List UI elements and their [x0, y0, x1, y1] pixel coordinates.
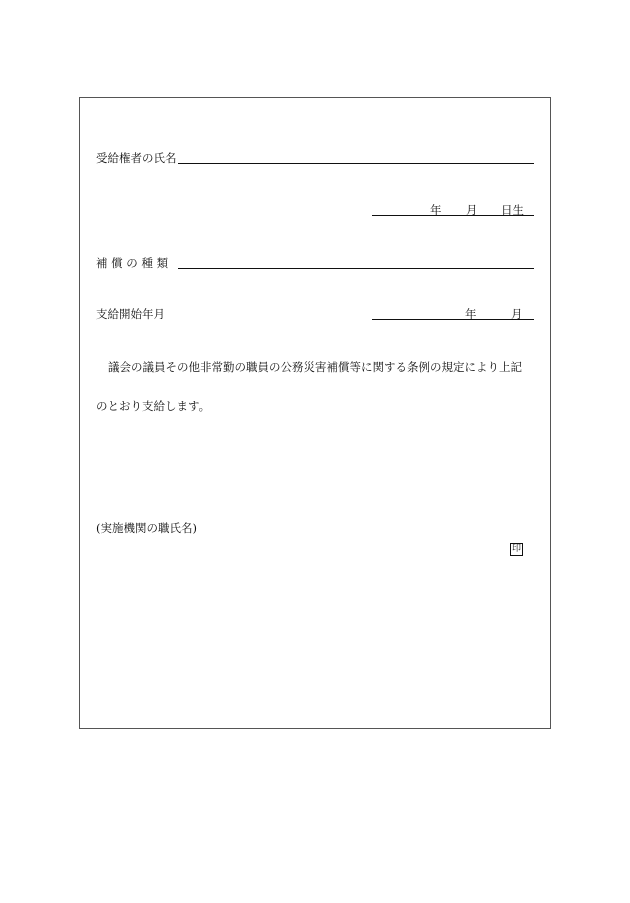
birth-year-unit: 年: [430, 203, 442, 217]
start-label: 支給開始年月: [96, 307, 165, 321]
compensation-type-label: 補 償 の 種 類: [96, 256, 169, 270]
birth-day-suffix: 日生: [501, 203, 524, 217]
birth-date-line[interactable]: [372, 215, 534, 216]
agency-label: (実施機関の職氏名): [96, 521, 197, 535]
start-month-unit: 月: [511, 307, 523, 321]
recipient-name-line[interactable]: [178, 163, 534, 164]
start-year-unit: 年: [465, 307, 477, 321]
seal-mark: 印: [511, 544, 521, 554]
start-date-line[interactable]: [372, 319, 534, 320]
birth-month-unit: 月: [466, 203, 478, 217]
compensation-type-line[interactable]: [178, 268, 534, 269]
recipient-name-label: 受給権者の氏名: [96, 151, 177, 165]
statement-line-1: 議会の議員その他非常勤の職員の公務災害補償等に関する条例の規定により上記: [108, 360, 522, 374]
form-frame: [79, 97, 551, 729]
statement-line-2: のとおり支給します。: [96, 399, 211, 413]
